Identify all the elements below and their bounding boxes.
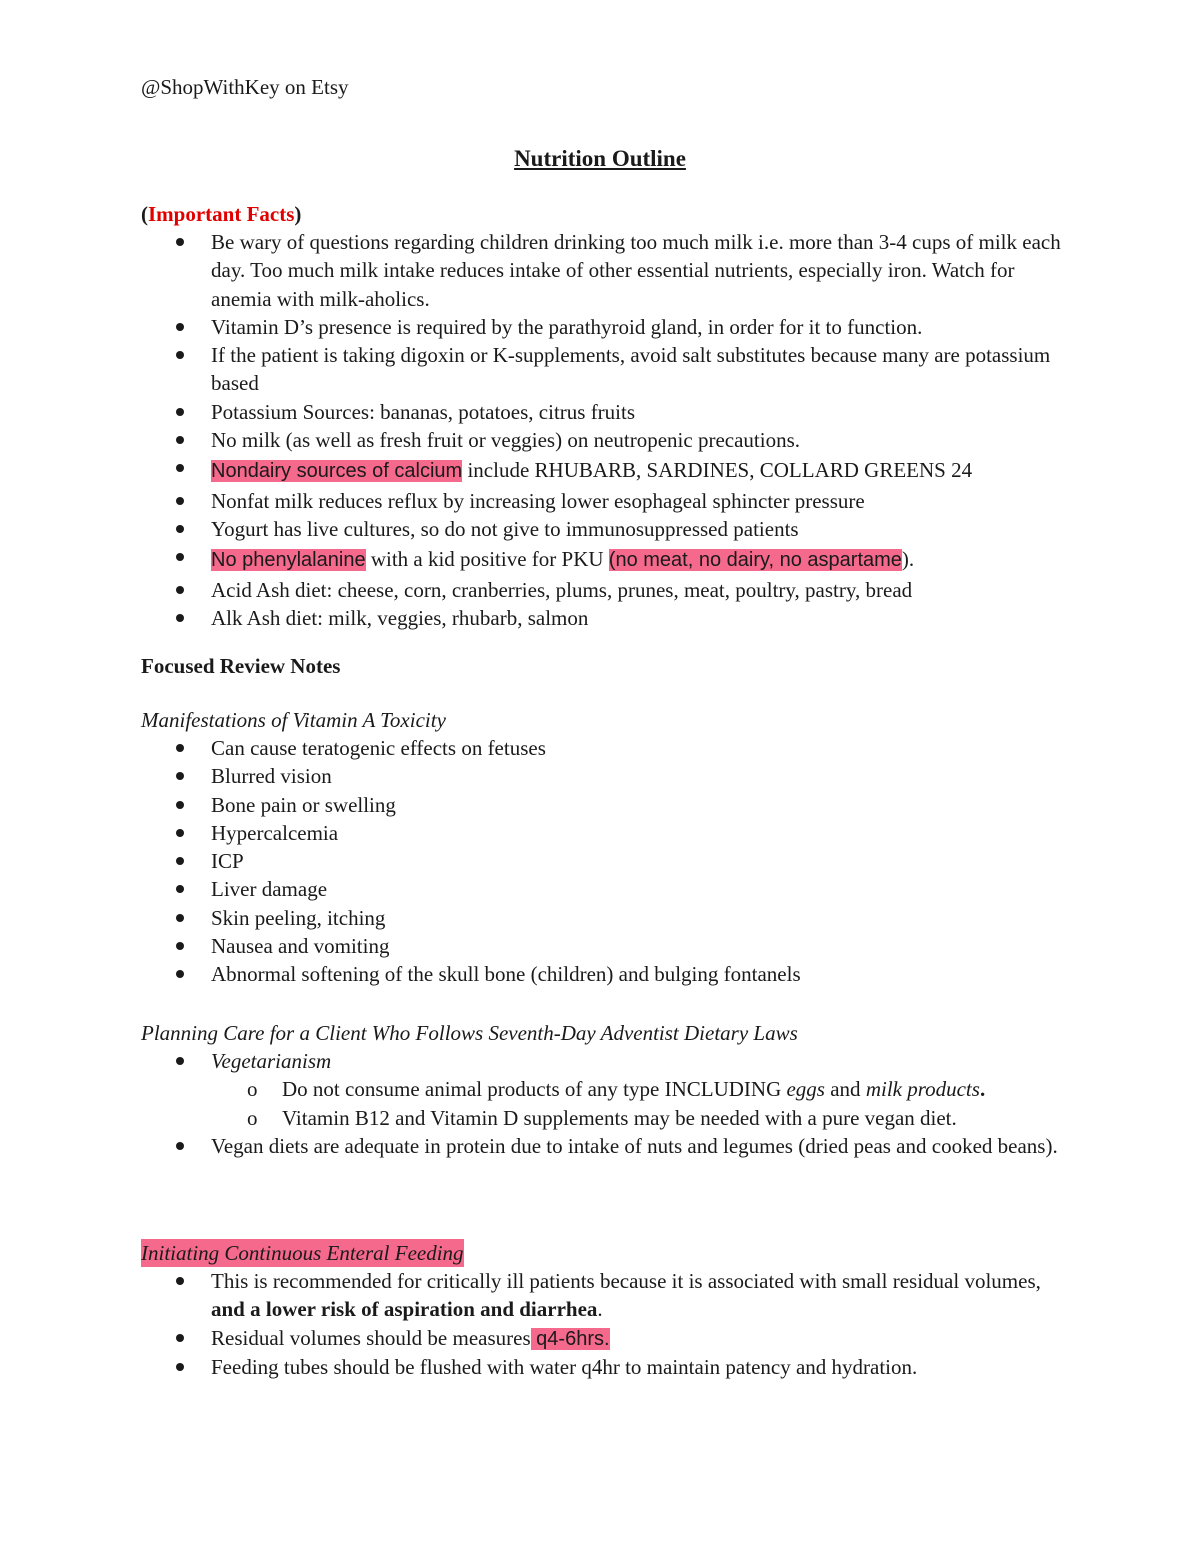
list-item: Bone pain or swelling: [141, 791, 1071, 819]
list-item: Feeding tubes should be flushed with water q4hr to maintain patency and hydration.: [141, 1353, 1071, 1381]
important-facts-heading: (Important Facts): [141, 202, 302, 226]
list-item: This is recommended for critically ill patients because it is associated with small residual volumes, and a lower risk of aspiration and diarrhea.: [141, 1267, 1071, 1324]
list-item: Blurred vision: [141, 762, 1071, 790]
list-item: [141, 1047, 1071, 1075]
list-item: Skin peeling, itching: [141, 904, 1071, 932]
list-item: No milk (as well as fresh fruit or veggies) on neutropenic precautions.: [141, 426, 1071, 454]
vitamin-a-heading: Manifestations of Vitamin A Toxicity: [141, 708, 446, 732]
adventist-section: [141, 1019, 1071, 1160]
adventist-list: [141, 1047, 1071, 1075]
vitamin-a-section: [141, 706, 1071, 989]
adventist-list-2: [141, 1132, 1071, 1160]
vitamin-a-list: [141, 734, 1071, 989]
list-item: Nonfat milk reduces reflux by increasing lower esophageal sphincter pressure: [141, 487, 1071, 515]
list-item: Yogurt has live cultures, so do not give to immunosuppressed patients: [141, 515, 1071, 543]
list-item: Can cause teratogenic effects on fetuses: [141, 734, 1071, 762]
enteral-heading: Initiating Continuous Enteral Feeding: [141, 1241, 464, 1265]
list-item: Residual volumes should be measures q4-6hrs.: [141, 1324, 1071, 1353]
enteral-list: [141, 1267, 1071, 1381]
list-item: Vegan diets are adequate in protein due to intake of nuts and legumes (dried peas and cooked beans).: [141, 1132, 1071, 1160]
important-facts-list: [141, 228, 1071, 632]
list-item: Liver damage: [141, 875, 1071, 903]
list-item: Vitamin D’s presence is required by the parathyroid gland, in order for it to function.: [141, 313, 1071, 341]
enteral-heading-row: [141, 1237, 1071, 1267]
list-item: If the patient is taking digoxin or K-supplements, avoid salt substitutes because many are potassium based: [141, 341, 1071, 398]
sub-list-item: o Do not consume animal products of any type INCLUDING eggs and milk products.: [141, 1075, 1071, 1103]
highlight: No phenylalanine: [211, 549, 366, 572]
list-item: Be wary of questions regarding children drinking too much milk i.e. more than 3-4 cups of milk each day. Too much milk intake reduces intake of other essential nutrients, especially iron. Watch for anemia with milk-aholics.: [141, 228, 1071, 313]
list-item: Abnormal softening of the skull bone (children) and bulging fontanels: [141, 960, 1071, 988]
enteral-section: [141, 1237, 1071, 1381]
page-title: Nutrition Outline: [514, 146, 686, 171]
important-facts-label: Important Facts: [148, 202, 295, 226]
list-item: Potassium Sources: bananas, potatoes, citrus fruits: [141, 398, 1071, 426]
sub-list-item: o Vitamin B12 and Vitamin D supplements may be needed with a pure vegan diet.: [141, 1104, 1071, 1132]
list-item: No phenylalanine with a kid positive for PKU (no meat, no dairy, no aspartame).: [141, 543, 1071, 575]
list-item: Nondairy sources of calcium include RHUBARB, SARDINES, COLLARD GREENS 24: [141, 454, 1071, 486]
highlight: q4-6hrs.: [530, 1327, 610, 1350]
focused-review-heading: Focused Review Notes: [141, 654, 341, 678]
vegetarianism-label: Vegetarianism: [211, 1049, 332, 1073]
highlight: Nondairy sources of calcium: [211, 460, 463, 483]
list-item: ICP: [141, 847, 1071, 875]
list-item: Nausea and vomiting: [141, 932, 1071, 960]
header-note: @ShopWithKey on Etsy: [141, 75, 349, 99]
list-item: Acid Ash diet: cheese, corn, cranberries, plums, prunes, meat, poultry, pastry, bread: [141, 576, 1071, 604]
vegetarianism-sublist: [141, 1075, 1071, 1132]
adventist-heading: Planning Care for a Client Who Follows Seventh-Day Adventist Dietary Laws: [141, 1021, 798, 1045]
list-item: Hypercalcemia: [141, 819, 1071, 847]
important-facts-section: [141, 200, 1071, 632]
list-item: Alk Ash diet: milk, veggies, rhubarb, salmon: [141, 604, 1071, 632]
highlight: (no meat, no dairy, no aspartame: [608, 549, 902, 572]
